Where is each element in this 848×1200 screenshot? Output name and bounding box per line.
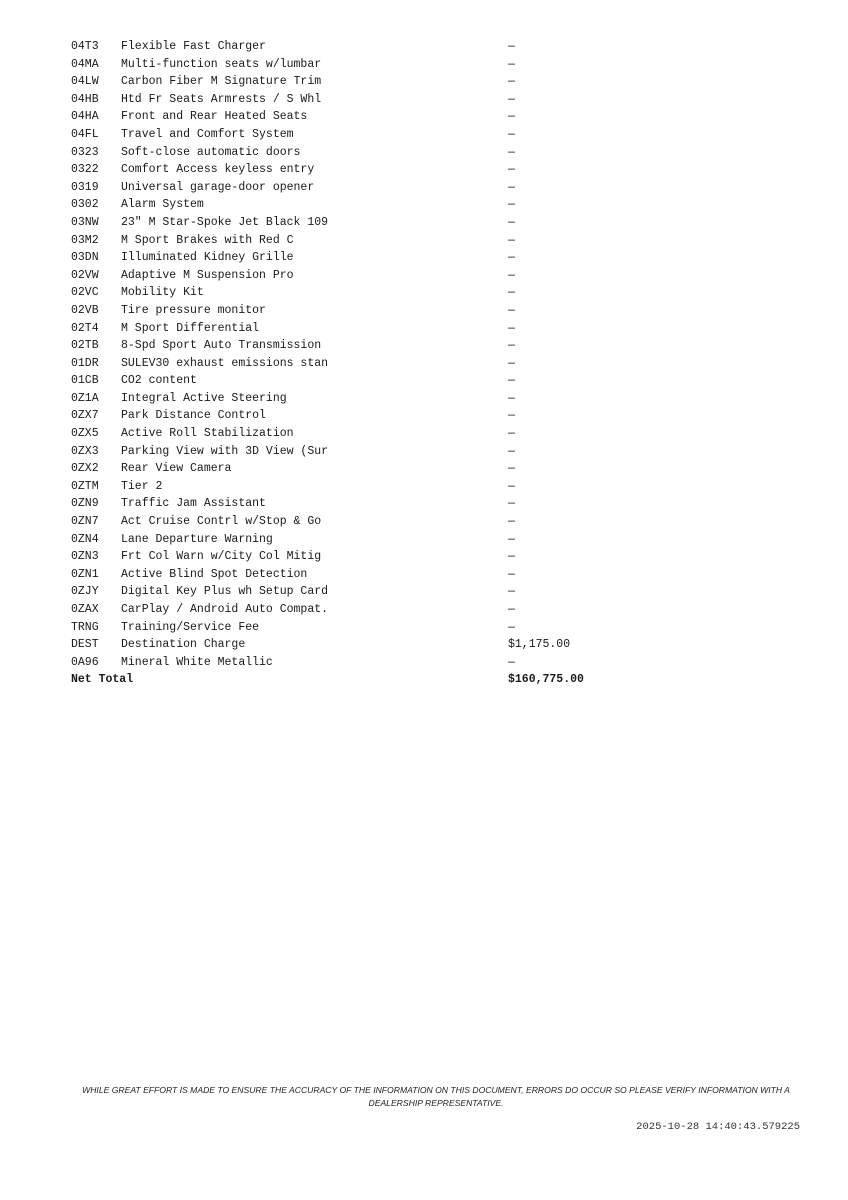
option-price: —: [508, 339, 515, 353]
option-price: —: [508, 550, 515, 564]
option-row: [71, 531, 631, 549]
option-row: [71, 372, 631, 390]
option-description: Universal garage-door opener: [121, 180, 315, 194]
option-row: [71, 144, 631, 162]
option-code: 0ZX5: [71, 427, 99, 441]
disclaimer: WHILE GREAT EFFORT IS MADE TO ENSURE THE ACCURACY OF THE INFORMATION ON THIS DOCUMENT, ERRORS DO OCCUR SO PLEASE VERIFY INFORMATION WITH A DEALERSHIP REPRESENTATIVE.: [82, 1085, 790, 1108]
option-code: 0ZX7: [71, 409, 99, 423]
option-row: [71, 390, 631, 408]
option-row: [71, 56, 631, 74]
option-price: —: [508, 233, 515, 247]
option-row: [71, 73, 631, 91]
option-code: 0ZJY: [71, 585, 99, 599]
option-code: 02VW: [71, 268, 99, 282]
option-code: 04LW: [71, 75, 99, 89]
option-code: 0Z1A: [71, 391, 99, 405]
option-code: 04HA: [71, 110, 99, 124]
net-total-label: Net Total: [71, 673, 134, 687]
option-row: [71, 495, 631, 513]
option-row: [71, 407, 631, 425]
option-price: —: [508, 444, 515, 458]
option-price: —: [508, 127, 515, 141]
option-description: Multi-function seats w/lumbar: [121, 57, 322, 71]
option-row: [71, 654, 631, 672]
option-code: DEST: [71, 638, 99, 652]
option-price: —: [508, 409, 515, 423]
option-code: 0ZN4: [71, 532, 99, 546]
option-row: [71, 425, 631, 443]
option-description: Destination Charge: [121, 638, 246, 652]
option-code: 03M2: [71, 233, 99, 247]
option-description: Tier 2: [121, 479, 163, 493]
option-price: —: [508, 532, 515, 546]
option-row: [71, 513, 631, 531]
option-description: Training/Service Fee: [121, 620, 260, 634]
option-price: —: [508, 462, 515, 476]
option-price: —: [508, 92, 515, 106]
option-code: 0ZN7: [71, 515, 99, 529]
option-description: Travel and Comfort System: [121, 127, 294, 141]
option-row: [71, 161, 631, 179]
option-description: SULEV30 exhaust emissions stan: [121, 356, 329, 370]
option-description: Act Cruise Contrl w/Stop & Go: [121, 515, 322, 529]
option-description: Frt Col Warn w/City Col Mitig: [121, 550, 322, 564]
option-description: Active Roll Stabilization: [121, 427, 294, 441]
option-price: —: [508, 163, 515, 177]
option-price: —: [508, 57, 515, 71]
option-code: 0ZTM: [71, 479, 99, 493]
option-description: Illuminated Kidney Grille: [121, 251, 294, 265]
option-row: [71, 619, 631, 637]
option-description: Adaptive M Suspension Pro: [121, 268, 294, 282]
option-row: [71, 108, 631, 126]
option-code: 04HB: [71, 92, 99, 106]
option-description: Integral Active Steering: [121, 391, 287, 405]
option-price: —: [508, 479, 515, 493]
option-row: [71, 478, 631, 496]
option-description: Mineral White Metallic: [121, 655, 273, 669]
option-description: Alarm System: [121, 198, 204, 212]
option-price: —: [508, 268, 515, 282]
option-code: 02VB: [71, 303, 99, 317]
option-code: 0ZX2: [71, 462, 99, 476]
option-description: Active Blind Spot Detection: [121, 567, 308, 581]
option-price: —: [508, 603, 515, 616]
option-code: 0ZN9: [71, 497, 99, 511]
option-code: 01DR: [71, 356, 99, 370]
option-code: 0ZAX: [71, 603, 99, 616]
net-total-row: [71, 671, 631, 689]
option-price: —: [508, 40, 515, 53]
option-row: [71, 284, 631, 302]
option-code: 02T4: [71, 321, 99, 335]
option-price: —: [508, 356, 515, 370]
option-price: —: [508, 321, 515, 335]
option-price: $1,175.00: [508, 638, 571, 652]
option-code: 0A96: [71, 655, 99, 669]
option-code: 04MA: [71, 57, 99, 71]
option-row: [71, 302, 631, 320]
option-description: Flexible Fast Charger: [121, 40, 266, 53]
option-row: [71, 126, 631, 144]
option-row: [71, 443, 631, 461]
option-price: —: [508, 145, 515, 159]
option-row: [71, 601, 631, 619]
option-description: CarPlay / Android Auto Compat.: [121, 603, 329, 616]
option-code: 02TB: [71, 339, 99, 353]
option-price: —: [508, 198, 515, 212]
option-row: [71, 566, 631, 584]
option-code: TRNG: [71, 620, 99, 634]
option-row: [71, 38, 631, 56]
option-price: —: [508, 215, 515, 229]
option-code: 0ZN1: [71, 567, 99, 581]
option-price: —: [508, 251, 515, 265]
option-description: Comfort Access keyless entry: [121, 163, 315, 177]
option-row: [71, 249, 631, 267]
option-code: 0302: [71, 198, 99, 212]
option-row: [71, 460, 631, 478]
option-row: [71, 337, 631, 355]
option-code: 0ZX3: [71, 444, 99, 458]
option-row: [71, 91, 631, 109]
option-row: [71, 355, 631, 373]
option-row: [71, 320, 631, 338]
option-row: [71, 179, 631, 197]
option-price: —: [508, 620, 515, 634]
option-code: 0323: [71, 145, 99, 159]
options-table: [71, 38, 631, 689]
option-price: —: [508, 180, 515, 194]
option-price: —: [508, 303, 515, 317]
option-code: 04FL: [71, 127, 99, 141]
option-row: [71, 232, 631, 250]
option-code: 0319: [71, 180, 99, 194]
option-row: [71, 636, 631, 654]
option-description: Htd Fr Seats Armrests / S Whl: [121, 92, 322, 106]
option-row: [71, 196, 631, 214]
option-code: 0ZN3: [71, 550, 99, 564]
option-description: Digital Key Plus wh Setup Card: [121, 585, 329, 599]
option-description: Rear View Camera: [121, 462, 232, 476]
option-description: CO2 content: [121, 374, 197, 388]
option-description: M Sport Brakes with Red C: [121, 233, 294, 247]
option-description: M Sport Differential: [121, 321, 260, 335]
option-code: 04T3: [71, 40, 99, 53]
option-description: Mobility Kit: [121, 286, 204, 300]
option-price: —: [508, 655, 515, 669]
option-description: 23" M Star-Spoke Jet Black 109: [121, 215, 329, 229]
option-row: [71, 214, 631, 232]
option-description: Front and Rear Heated Seats: [121, 110, 308, 124]
option-description: Parking View with 3D View (Sur: [121, 444, 329, 458]
option-description: Carbon Fiber M Signature Trim: [121, 75, 322, 89]
timestamp: 2025-10-28 14:40:43.579225: [636, 1121, 800, 1133]
option-description: Lane Departure Warning: [121, 532, 273, 546]
option-description: Traffic Jam Assistant: [121, 497, 266, 511]
option-price: —: [508, 374, 515, 388]
option-price: —: [508, 286, 515, 300]
net-total-value: $160,775.00: [508, 673, 584, 687]
option-code: 01CB: [71, 374, 99, 388]
option-price: —: [508, 75, 515, 89]
option-description: Park Distance Control: [121, 409, 266, 423]
option-price: —: [508, 427, 515, 441]
option-rows: [71, 38, 631, 671]
option-price: —: [508, 110, 515, 124]
option-code: 0322: [71, 163, 99, 177]
option-code: 02VC: [71, 286, 99, 300]
option-price: —: [508, 515, 515, 529]
option-code: 03DN: [71, 251, 99, 265]
option-description: Soft-close automatic doors: [121, 145, 301, 159]
option-row: [71, 267, 631, 285]
option-row: [71, 548, 631, 566]
option-price: —: [508, 391, 515, 405]
option-price: —: [508, 497, 515, 511]
option-code: 03NW: [71, 215, 99, 229]
option-price: —: [508, 567, 515, 581]
option-description: Tire pressure monitor: [121, 303, 266, 317]
option-row: [71, 583, 631, 601]
option-description: 8-Spd Sport Auto Transmission: [121, 339, 322, 353]
option-price: —: [508, 585, 515, 599]
